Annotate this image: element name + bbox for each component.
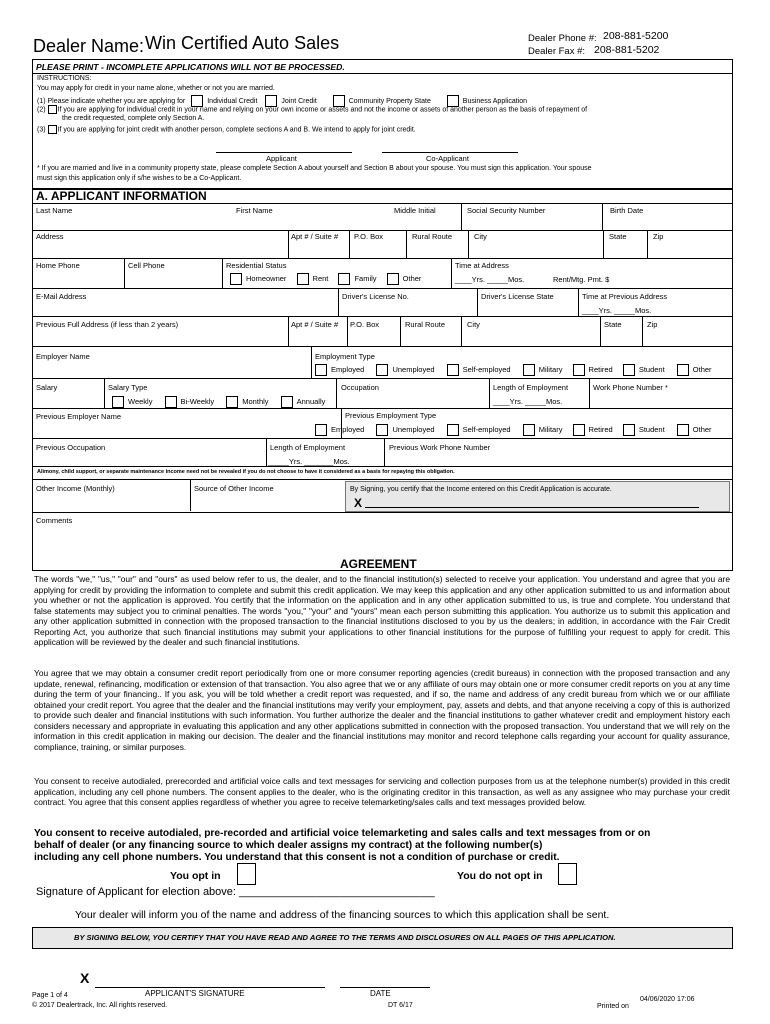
instructions-line1: (1) Please indicate whether you are applying for Individual Credit Joint Credit Community Property State Business Application xyxy=(37,95,527,107)
agreement-paragraph-3: You consent to receive autodialed, prerecorded and artificial voice calls and text messages for servicing and collection purposes from us at the telephone number(s) provided in this credit application, including any cell phone numbers. The consent applies to the dealer, who is the originating creditor in this transaction, as well as any assignee who may purchase your credit contract. You agree that this consent applies regardless of whether you agree to receive telemarketing/sales calls and text messages provided below. xyxy=(34,776,730,807)
prev-zip-label: Zip xyxy=(647,320,658,329)
residential-status-label: Residential Status xyxy=(226,261,287,270)
prev-city-label: City xyxy=(467,320,480,329)
cell-phone-label: Cell Phone xyxy=(128,261,165,270)
opt-in-checkbox[interactable] xyxy=(237,863,256,885)
middle-initial-label: Middle Initial xyxy=(394,206,436,215)
rent-checkbox[interactable] xyxy=(297,273,309,285)
instructions-line0: You may apply for credit in your name alone, whether or not you are married. xyxy=(37,85,275,92)
instructions-line3: (3) If you are applying for joint credit with another person, complete sections A and B. We intend to apply for joint credit. xyxy=(37,126,416,134)
dealer-fax: 208-881-5202 xyxy=(594,44,660,56)
page-number: Page 1 of 4 xyxy=(32,992,68,999)
prev-apt-label: Apt # / Suite # xyxy=(291,320,339,329)
prev-retired-checkbox[interactable] xyxy=(573,424,585,436)
employer-name-label: Employer Name xyxy=(36,352,90,361)
dl-no-label: Driver's License No. xyxy=(342,292,409,301)
income-signature-x: X xyxy=(354,496,363,510)
employment-type-label: Employment Type xyxy=(315,352,375,361)
opt-out-checkbox[interactable] xyxy=(558,863,577,885)
applicant-signature-label: APPLICANT'S SIGNATURE xyxy=(145,989,245,998)
prev-employed-checkbox[interactable] xyxy=(315,424,327,436)
prev-military-checkbox[interactable] xyxy=(523,424,535,436)
dl-state-label: Driver's License State xyxy=(481,292,554,301)
student-checkbox[interactable] xyxy=(623,364,635,376)
prev-work-phone-label: Previous Work Phone Number xyxy=(389,443,491,452)
birth-date-label: Birth Date xyxy=(610,206,644,215)
zip-label: Zip xyxy=(653,232,664,241)
signature-x: X xyxy=(80,970,90,986)
weekly-checkbox[interactable] xyxy=(112,396,124,408)
length-employment-field[interactable]: ____Yrs. _____Mos. xyxy=(493,397,563,406)
income-certify-text: By Signing, you certify that the Income entered on this Credit Application is accurate. xyxy=(350,486,612,493)
prev-state-label: State xyxy=(604,320,622,329)
alimony-note: Alimony, child support, or separate maintenance income need not be revealed if you do not choose to have it considered as a basis for repaying this obligation. xyxy=(37,469,455,475)
applicant-signature-line[interactable] xyxy=(95,987,325,988)
work-phone-label: Work Phone Number * xyxy=(593,383,668,392)
dealer-inform-text: Your dealer will inform you of the name and address of the financing sources to which this application shall be sent. xyxy=(75,909,610,921)
election-signature[interactable]: Signature of Applicant for election above: ________________________________ xyxy=(36,886,435,898)
agreement-title: AGREEMENT xyxy=(340,557,417,571)
address-label: Address xyxy=(36,232,64,241)
prev-employment-type-label: Previous Employment Type xyxy=(345,411,437,420)
consent-bold-1: You consent to receive autodialed, pre-recorded and artificial voice telemarketing and sales calls and text messages from or on xyxy=(34,828,651,839)
dealer-name: Win Certified Auto Sales xyxy=(145,33,340,53)
city-label: City xyxy=(474,232,487,241)
homeowner-checkbox[interactable] xyxy=(230,273,242,285)
rent-mtg-label: Rent/Mtg. Pmt. $ xyxy=(553,275,610,284)
family-checkbox[interactable] xyxy=(338,273,350,285)
retired-checkbox[interactable] xyxy=(573,364,585,376)
prev-length-label: Length of Employment xyxy=(270,443,346,452)
form-number: DT 6/17 xyxy=(388,1002,413,1009)
salary-label: Salary xyxy=(36,383,58,392)
employed-checkbox[interactable] xyxy=(315,364,327,376)
last-name-label: Last Name xyxy=(36,206,73,215)
ssn-label: Social Security Number xyxy=(467,206,546,215)
consent-bold-2: behalf of dealer (or any financing source to which dealer assigns my contract) at the following number(s) xyxy=(34,840,543,851)
self-employed-checkbox[interactable] xyxy=(447,364,459,376)
opt-out-label: You do not opt in xyxy=(457,870,543,882)
section-a-title: A. APPLICANT INFORMATION xyxy=(36,189,207,203)
note-line1: * If you are married and live in a community property state, please complete Section A about yourself and Section B about your spouse. You must sign this application. Your spouse xyxy=(37,165,592,172)
rural-route-label: Rural Route xyxy=(412,232,453,241)
apt-label: Apt # / Suite # xyxy=(291,232,339,241)
salary-type-label: Salary Type xyxy=(108,383,148,392)
joint-section-checkbox[interactable] xyxy=(48,125,57,134)
military-checkbox[interactable] xyxy=(523,364,535,376)
bi-weekly-checkbox[interactable] xyxy=(165,396,177,408)
agreement-paragraph-2: You agree that we may obtain a consumer credit report periodically from one or more consumer reporting agencies (credit bureaus) in connection with the proposed transaction and any update, renewal, refinancing, modification or extension of that transaction. You also agree that we or any affiliate of ours may obtain one or more consumer credit reports on you at any time during the term of your financing.. If you ask, you will be told whether a credit report was requested, and if so, the name and address of any credit bureau from which we or our affiliate obtained your credit report. You agree that the dealer and the financial institutions may verify your employment, pay, assets and debts, and that anyone receiving a copy of this is authorized to provide such dealer and financial institutions with such information. You further authorize the dealer and the financial institutions to gather whatever credit and employment history each considers necessary and appropriate in evaluating this application and any other applications submitted in connection with the proposed transaction. You understand that we will rely on the information in this credit application in making our decision. The dealer and the financial institutions may monitor and record telephone calls regarding your account for quality assurance, compliance, training, or similar purposes. xyxy=(34,668,730,752)
time-at-address-label: Time at Address xyxy=(455,261,509,270)
first-name-label: First Name xyxy=(236,206,273,215)
individual-section-checkbox[interactable] xyxy=(48,105,57,114)
copyright: © 2017 Dealertrack, Inc. All rights reserved. xyxy=(32,1002,168,1009)
dealer-phone-label: Dealer Phone #: xyxy=(528,33,597,44)
other-income-label: Other Income (Monthly) xyxy=(36,484,115,493)
prev-length-field[interactable]: _____Yrs. _______Mos. xyxy=(268,457,350,466)
occupation-label: Occupation xyxy=(341,383,379,392)
date-label: DATE xyxy=(370,989,391,998)
prev-student-checkbox[interactable] xyxy=(623,424,635,436)
dealer-phone: 208-881-5200 xyxy=(603,30,669,42)
print-banner: PLEASE PRINT - INCOMPLETE APPLICATIONS WILL NOT BE PROCESSED. xyxy=(36,62,345,72)
other-employment-checkbox[interactable] xyxy=(677,364,689,376)
comments-label: Comments xyxy=(36,516,73,525)
dealer-name-label: Dealer Name: xyxy=(33,36,145,56)
home-phone-label: Home Phone xyxy=(36,261,80,270)
annually-checkbox[interactable] xyxy=(281,396,293,408)
note-line2: must sign this application only if s/he wishes to be a Co-Applicant. xyxy=(37,175,242,182)
length-employment-label: Length of Employment xyxy=(493,383,569,392)
dealer-fax-label: Dealer Fax #: xyxy=(528,46,586,57)
prev-po-box-label: P.O. Box xyxy=(350,320,380,329)
other-residence-checkbox[interactable] xyxy=(387,273,399,285)
consent-bold-3: including any cell phone numbers. You understand that this consent is not a condition of purchase or credit. xyxy=(34,852,560,863)
prev-other-employment-checkbox[interactable] xyxy=(677,424,689,436)
unemployed-checkbox[interactable] xyxy=(376,364,388,376)
certify-text: BY SIGNING BELOW, YOU CERTIFY THAT YOU HAVE READ AND AGREE TO THE TERMS AND DISCLOSURES ON ALL PAGES OF THIS APPLICATION. xyxy=(74,933,616,942)
monthly-checkbox[interactable] xyxy=(226,396,238,408)
instructions-title: INSTRUCTIONS: xyxy=(37,75,92,82)
po-box-label: P.O. Box xyxy=(354,232,384,241)
instructions-line2: (2) If you are applying for individual credit in your name and relying on your own income or assets and not the income or assets of another person as the basis of repayment of xyxy=(37,106,588,114)
printed-on-date: 04/06/2020 17:06 xyxy=(640,996,695,1003)
printed-on-label: Printed on xyxy=(597,1003,629,1010)
prev-self-employed-checkbox[interactable] xyxy=(447,424,459,436)
source-income-label: Source of Other Income xyxy=(194,484,274,493)
prev-employer-label: Previous Employer Name xyxy=(36,412,122,421)
opt-in-label: You opt in xyxy=(170,870,221,882)
income-signature-line[interactable] xyxy=(365,507,699,508)
prev-unemployed-checkbox[interactable] xyxy=(376,424,388,436)
co-applicant-label: Co-Applicant xyxy=(426,154,469,163)
prev-occupation-label: Previous Occupation xyxy=(36,443,106,452)
time-prev-address-label: Time at Previous Address xyxy=(582,292,668,301)
email-label: E-Mail Address xyxy=(36,292,87,301)
instructions-line2-cont: the credit requested, complete only Section A. xyxy=(62,115,205,122)
date-line[interactable] xyxy=(340,987,430,988)
time-prev-address-field[interactable]: ____Yrs. _____Mos. xyxy=(582,306,652,315)
prev-address-label: Previous Full Address (if less than 2 years) xyxy=(36,320,179,329)
state-label: State xyxy=(609,232,627,241)
agreement-paragraph-1: The words "we," "us," "our" and "ours" as used below refer to us, the dealer, and to the financial institution(s) selected to receive your application. You understand and agree that you are applying for credit by providing the information to complete and submit this credit application. We may keep this application and any other application submitted to us and information about you whether or not the application is approved. You certify that the information on the application and in any other application submitted to us, is true and complete. You understand that false statements may subject you to criminal penalties. The words "you," "your" and "yours" mean each person submitting this application. You authorize us to submit this application and any other application submitted in connection with the proposed transaction to the financial institutions disclosed to you by us the dealers; in addition, in accordance with the Fair Credit Reporting Act, you authorize that such financial institutions may submit your applications to other financial institutions for the purpose of fulfilling your request to apply for credit. This application will be reviewed by the dealer and such financial institutions. xyxy=(34,574,730,647)
prev-rural-route-label: Rural Route xyxy=(405,320,446,329)
time-at-address-field[interactable]: ____Yrs. _____Mos. xyxy=(455,275,525,284)
applicant-label: Applicant xyxy=(266,154,297,163)
